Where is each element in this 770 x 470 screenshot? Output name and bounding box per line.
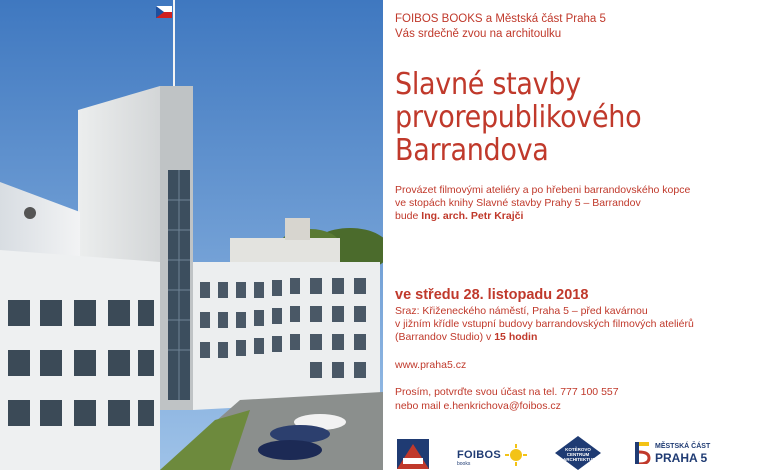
title-line-3: Barrandova (395, 133, 549, 168)
foibos-logo-sub: books (457, 461, 471, 467)
foibos-sun-icon (505, 444, 527, 466)
cca-logo-text: KOTĚROVO CENTRUM ARCHITEKTURY (563, 447, 599, 462)
invitation-panel (395, 0, 765, 470)
guide-name: Ing. arch. Petr Krajči (421, 210, 524, 222)
book-logo (395, 436, 431, 470)
rsvp-phone: Prosím, potvrďte svou účast na tel. 777 100 557 (395, 386, 619, 398)
organizers-text: FOIBOS BOOKS a Městská část Praha 5 (395, 13, 606, 25)
header (395, 12, 606, 42)
barrandov-studio-photo (0, 0, 383, 470)
invite-text: Vás srdečně zvou na architoulku (395, 28, 562, 40)
cca-logo (555, 436, 601, 470)
page-title (395, 68, 641, 167)
praha5-logo-line-1: MĚSTSKÁ ČÁST (655, 443, 711, 450)
intro-line-3 (395, 210, 690, 223)
meeting-point (395, 305, 694, 344)
praha5-logo-line-2: PRAHA 5 (655, 451, 708, 465)
website-link[interactable]: www.praha5.cz (395, 359, 467, 371)
rsvp-email[interactable]: nebo mail e.henkrichova@foibos.cz (395, 400, 561, 412)
intro-prefix: bude (395, 210, 422, 222)
praha5-mark-icon (635, 442, 651, 464)
meet-line-3 (395, 331, 694, 344)
rsvp-contact (395, 385, 619, 413)
event-date: ve středu 28. listopadu 2018 (395, 287, 589, 303)
title-line-1: Slavné stavby (395, 67, 581, 102)
event-time: 15 hodin (494, 331, 538, 343)
intro-line-1: Provázet filmovými ateliéry a po hřebeni barrandovského kopce (395, 184, 691, 196)
meet-line-1: Sraz: Křiženeckého náměstí, Praha 5 – před kavárnou (395, 305, 648, 317)
foibos-logo (457, 436, 527, 470)
partner-logos (395, 436, 770, 470)
title-line-2: prvorepublikového (395, 100, 642, 135)
meet-prefix: (Barrandov Studio) v (395, 331, 495, 343)
praha5-logo (635, 436, 745, 470)
intro-line-2: ve stopách knihy Slavné stavby Prahy 5 – Barrandov (395, 197, 641, 209)
intro-paragraph (395, 184, 690, 223)
foibos-logo-text: FOIBOS (457, 449, 501, 461)
meet-line-2: v jižním křídle vstupní budovy barrandovských filmových ateliérů (395, 318, 694, 330)
